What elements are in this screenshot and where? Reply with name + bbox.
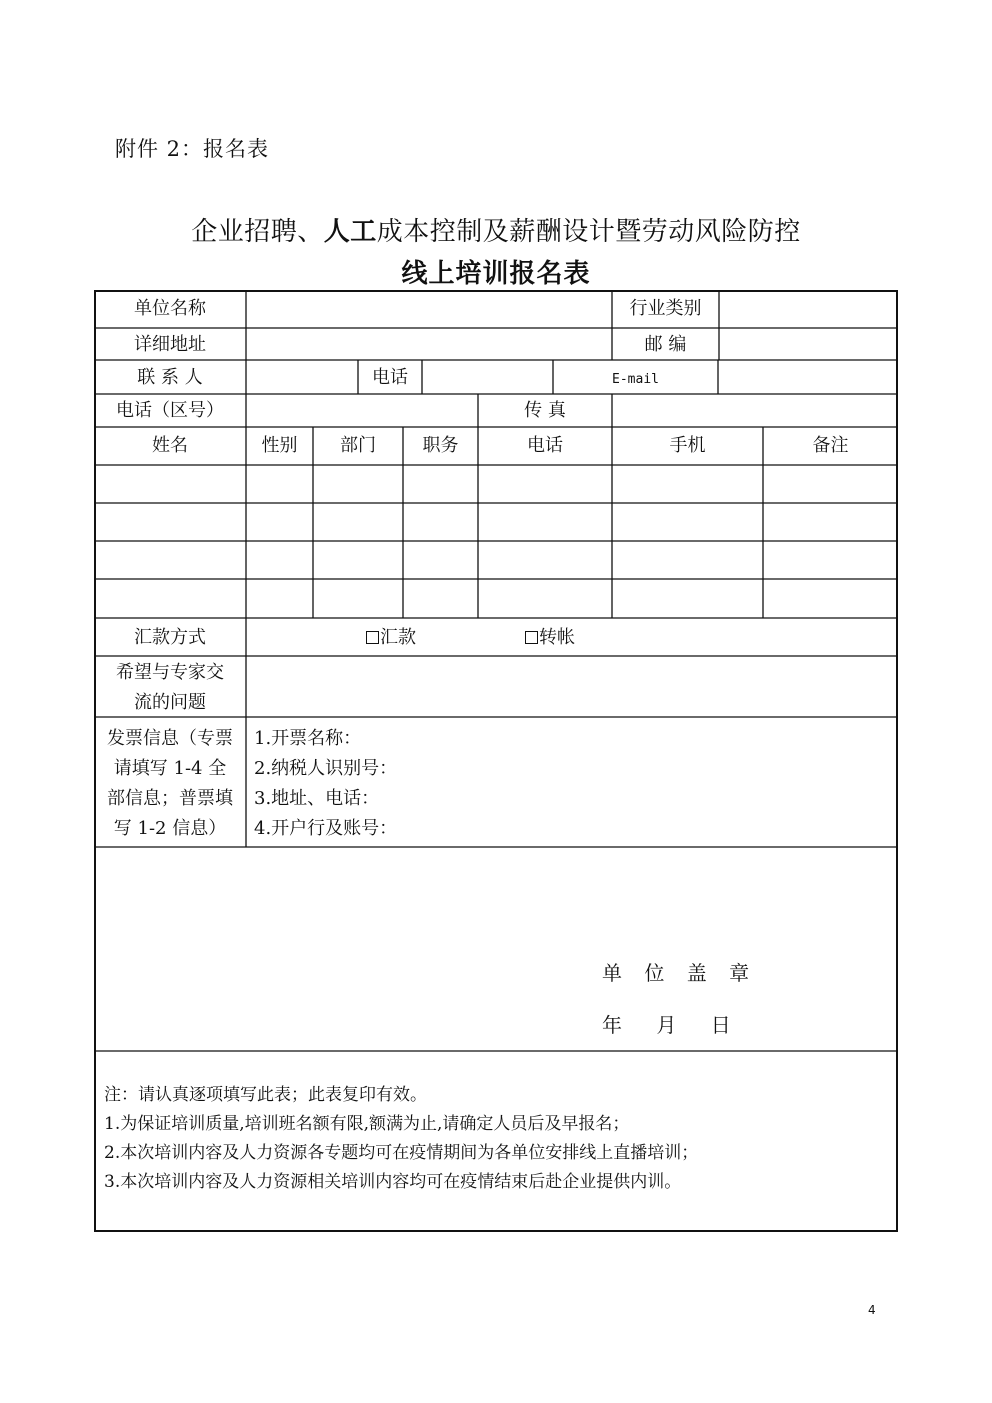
registration-form [94,290,898,1232]
note-item-3: 3.本次培训内容及人力资源相关培训内容均可在疫情结束后赴企业提供内训。 [104,1172,682,1192]
col-header-gender: 性别 [261,435,298,456]
title-part-a: 企业招聘、 [191,217,324,247]
unit-seal-label: 单 位 盖 章 [602,961,758,985]
fax-field[interactable] [612,396,898,426]
invoice-item-bank-account[interactable]: 4.开户行及账号： [254,818,398,839]
invoice-label-line1: 发票信息（专票 [107,728,233,749]
col-header-phone: 电话 [527,435,563,456]
payment-option-transfer[interactable] [525,623,575,653]
note-header: 注：请认真逐项填写此表；此表复印有效。 [104,1085,427,1105]
participant-row[interactable] [94,467,898,501]
form-title-line2: 线上培训报名表 [401,259,591,289]
title-part-b: 成本控制及薪酬设计暨劳动风险防控 [376,217,801,247]
page-number: 4 [868,1303,876,1317]
note-item-2: 2.本次培训内容及人力资源各专题均可在疫情期间为各单位安排线上直播培训； [104,1143,699,1163]
form-title-line1 [0,211,992,248]
invoice-item-address-phone[interactable]: 3.地址、电话： [254,788,380,809]
remit-label: 汇款 [380,627,416,648]
payment-option-remit[interactable] [366,623,416,653]
contact-field[interactable] [246,363,358,393]
invoice-item-name[interactable]: 1.开票名称： [254,728,362,749]
payment-method-label: 汇款方式 [134,627,206,648]
phone-area-field[interactable] [246,396,478,426]
postcode-label: 邮 编 [644,334,687,355]
invoice-label-line2: 请填写 1-4 全 [113,758,227,779]
phone-area-label: 电话（区号） [116,400,224,421]
invoice-item-tax-id[interactable]: 2.纳税人识别号： [254,758,398,779]
fax-label: 传 真 [524,400,566,421]
industry-field[interactable] [719,294,898,324]
postcode-field[interactable] [719,330,898,360]
checkbox-icon[interactable] [525,631,538,644]
attachment-label: 附件 2：报名表 [115,137,270,161]
col-header-name: 姓名 [152,435,188,456]
transfer-label: 转帐 [539,627,575,648]
col-header-remarks: 备注 [812,435,849,456]
participant-row[interactable] [94,581,898,615]
col-header-department: 部门 [340,435,376,456]
questions-field[interactable] [246,658,898,716]
questions-label-line2: 流的问题 [134,692,206,713]
date-label: 年 月 日 [602,1013,745,1037]
title-bold-part: 人工 [323,217,377,247]
email-label: E-mail [612,372,659,387]
unit-name-label: 单位名称 [134,298,206,319]
participant-row[interactable] [94,505,898,539]
phone-label: 电话 [372,367,408,388]
checkbox-icon[interactable] [366,631,379,644]
questions-label-line1: 希望与专家交 [116,662,224,683]
col-header-position: 职务 [422,435,459,456]
invoice-label-line4: 写 1-2 信息） [113,818,227,839]
invoice-label-line3: 部信息；普票填 [107,788,233,809]
col-header-mobile: 手机 [669,435,706,456]
unit-name-field[interactable] [246,294,612,324]
address-label: 详细地址 [134,334,206,355]
email-field[interactable] [718,363,898,393]
note-item-1: 1.为保证培训质量,培训班名额有限,额满为止,请确定人员后及早报名； [104,1114,630,1134]
phone-field[interactable] [422,363,553,393]
participant-row[interactable] [94,543,898,577]
industry-label: 行业类别 [629,298,702,319]
address-field[interactable] [246,330,612,360]
contact-label: 联 系 人 [137,367,203,388]
